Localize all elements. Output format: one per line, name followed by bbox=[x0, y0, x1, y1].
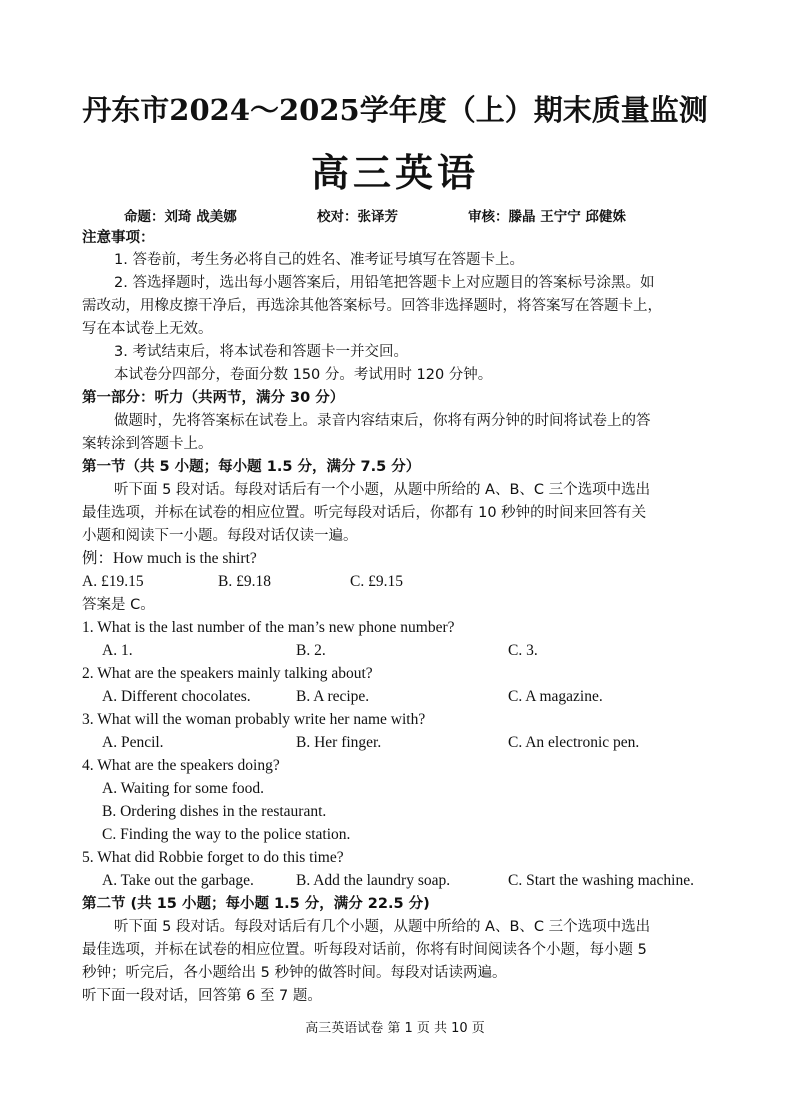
section-1-intro-line-3: 小题和阅读下一小题。每段对话仅读一遍。 bbox=[82, 528, 358, 544]
section-1-heading: 第一节（共 5 小题；每小题 1.5 分，满分 7.5 分） bbox=[82, 459, 421, 475]
question-4-option-a: A. Waiting for some food. bbox=[102, 780, 265, 797]
section-2-intro-line-2: 最佳选项，并标在试卷的相应位置。听每段对话前，你将有时间阅读各个小题，每小题 5 bbox=[82, 942, 647, 958]
question-1: 1. What is the last number of the man’s new phone number? bbox=[82, 619, 455, 636]
section-2-intro-line-4: 听下面一段对话，回答第 6 至 7 题。 bbox=[82, 988, 322, 1004]
page-footer: 高三英语试卷 第 1 页 共 10 页 bbox=[305, 1021, 485, 1036]
section-1-intro-line-2: 最佳选项，并标在试卷的相应位置。听完每段对话后，你都有 10 秒钟的时间来回答有关 bbox=[82, 505, 647, 521]
question-2-option-c: C. A magazine. bbox=[508, 688, 603, 705]
example-question: 例：How much is the shirt? bbox=[82, 550, 257, 567]
example-option-b: B. £9.18 bbox=[218, 573, 271, 590]
proofreader-credit: 校对：张译芳 bbox=[317, 209, 398, 225]
notice-item-3: 3. 考试结束后，将本试卷和答题卡一并交回。 bbox=[114, 344, 408, 360]
exam-subject: 高三英语 bbox=[310, 151, 479, 195]
question-4: 4. What are the speakers doing? bbox=[82, 757, 280, 774]
section-2-intro-line-3: 秒钟；听完后，各小题给出 5 秒钟的做答时间。每段对话读两遍。 bbox=[82, 965, 507, 981]
compiler-credit: 命题：刘琦 战美娜 bbox=[124, 209, 237, 225]
part-1-intro-line-1: 做题时，先将答案标在试卷上。录音内容结束后，你将有两分钟的时间将试卷上的答 bbox=[114, 413, 651, 429]
question-2-option-b: B. A recipe. bbox=[296, 688, 370, 705]
reviewer-credit: 审核：滕晶 王宁宁 邱健姝 bbox=[468, 209, 626, 225]
question-3-option-a: A. Pencil. bbox=[102, 734, 164, 751]
exam-title: 丹东市2024～2025学年度（上）期末质量监测 bbox=[82, 93, 708, 127]
question-3: 3. What will the woman probably write her name with? bbox=[82, 711, 426, 728]
notice-item-2-line-1: 2. 答选择题时，选出每小题答案后，用铅笔把答题卡上对应题目的答案标号涂黑。如 bbox=[114, 275, 655, 291]
question-2: 2. What are the speakers mainly talking about? bbox=[82, 665, 373, 682]
question-5-option-b: B. Add the laundry soap. bbox=[296, 872, 451, 889]
part-1-intro-line-2: 案转涂到答题卡上。 bbox=[82, 436, 213, 452]
section-2-heading: 第二节 (共 15 小题；每小题 1.5 分，满分 22.5 分) bbox=[82, 896, 430, 912]
section-1-intro-line-1: 听下面 5 段对话。每段对话后有一个小题，从题中所给的 A、B、C 三个选项中选出 bbox=[114, 482, 651, 498]
question-5-option-a: A. Take out the garbage. bbox=[102, 872, 254, 889]
notice-heading: 注意事项： bbox=[82, 230, 155, 246]
question-2-option-a: A. Different chocolates. bbox=[102, 688, 251, 705]
question-4-option-b: B. Ordering dishes in the restaurant. bbox=[102, 803, 327, 820]
question-1-option-a: A. 1. bbox=[102, 642, 133, 659]
question-5: 5. What did Robbie forget to do this time? bbox=[82, 849, 344, 866]
notice-item-1: 1. 答卷前，考生务必将自己的姓名、准考证号填写在答题卡上。 bbox=[114, 252, 524, 268]
question-3-option-b: B. Her finger. bbox=[296, 734, 382, 751]
question-3-option-c: C. An electronic pen. bbox=[508, 734, 640, 751]
question-4-option-c: C. Finding the way to the police station. bbox=[102, 826, 351, 843]
question-5-option-c: C. Start the washing machine. bbox=[508, 872, 694, 889]
part-1-heading: 第一部分：听力（共两节，满分 30 分） bbox=[82, 390, 345, 406]
notice-item-2-line-2: 需改动，用橡皮擦干净后，再选涂其他答案标号。回答非选择题时，将答案写在答题卡上， bbox=[82, 298, 662, 314]
notice-item-4: 本试卷分四部分，卷面分数 150 分。考试用时 120 分钟。 bbox=[114, 367, 493, 383]
example-answer: 答案是 C。 bbox=[82, 597, 155, 613]
example-option-c: C. £9.15 bbox=[350, 573, 403, 590]
notice-item-2-line-3: 写在本试卷上无效。 bbox=[82, 321, 213, 337]
question-1-option-b: B. 2. bbox=[296, 642, 326, 659]
example-option-a: A. £19.15 bbox=[82, 573, 144, 590]
section-2-intro-line-1: 听下面 5 段对话。每段对话后有几个小题，从题中所给的 A、B、C 三个选项中选出 bbox=[114, 919, 651, 935]
question-1-option-c: C. 3. bbox=[508, 642, 538, 659]
